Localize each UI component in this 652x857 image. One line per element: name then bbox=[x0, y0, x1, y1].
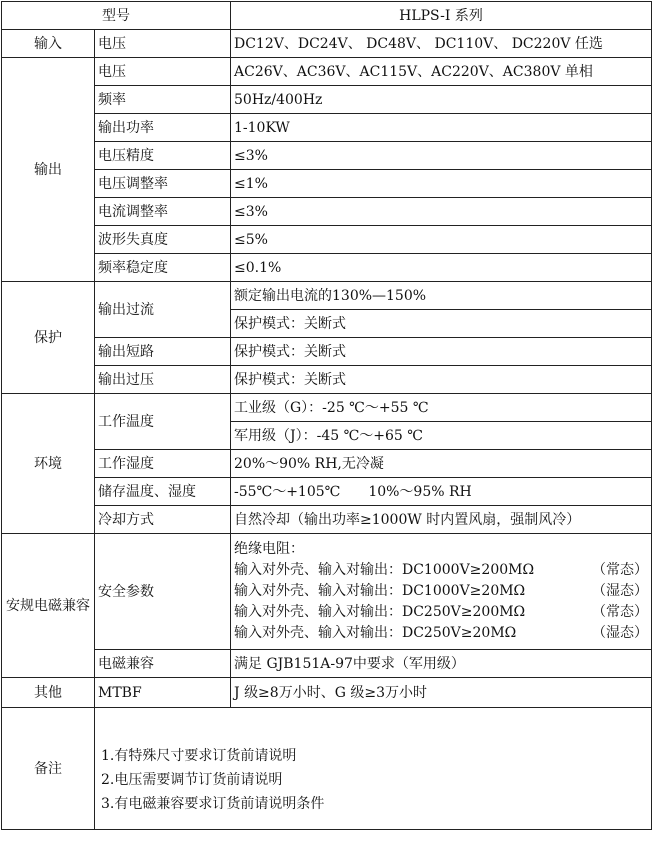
other-row bbox=[2, 678, 652, 708]
other-category: 其他 bbox=[2, 678, 95, 708]
param-value: ≤5% bbox=[231, 226, 652, 254]
output-row bbox=[2, 226, 652, 254]
safety-category: 安规电磁兼容 bbox=[2, 534, 95, 678]
environment-category: 环境 bbox=[2, 394, 95, 534]
param-value: 工业级（G）：-25 ℃～+55 ℃ bbox=[231, 394, 652, 422]
param-label: 电压 bbox=[95, 58, 231, 86]
param-label: 输出过压 bbox=[95, 366, 231, 394]
param-label: 电磁兼容 bbox=[95, 650, 231, 678]
spec-table bbox=[1, 1, 652, 830]
remarks-row bbox=[2, 708, 652, 830]
output-row bbox=[2, 142, 652, 170]
protection-row bbox=[2, 366, 652, 394]
insulation-state: （湿态） bbox=[592, 625, 648, 641]
insulation-line bbox=[234, 602, 648, 623]
series-name: HLPS-I 系列 bbox=[231, 2, 652, 30]
param-value: 保护模式：关断式 bbox=[231, 366, 652, 394]
param-label: 输出过流 bbox=[95, 282, 231, 338]
param-label: 输出功率 bbox=[95, 114, 231, 142]
insulation-block bbox=[231, 534, 652, 650]
output-row bbox=[2, 170, 652, 198]
param-value: ≤1% bbox=[231, 170, 652, 198]
output-row bbox=[2, 198, 652, 226]
param-value: DC12V、DC24V、 DC48V、 DC110V、 DC220V 任选 bbox=[231, 30, 652, 58]
remarks-category: 备注 bbox=[2, 708, 95, 830]
insulation-text: 输入对外壳、输入对输出：DC250V≥20MΩ bbox=[234, 625, 517, 641]
param-value: AC26V、AC36V、AC115V、AC220V、AC380V 单相 bbox=[231, 58, 652, 86]
remark-item: 3.有电磁兼容要求订货前请说明条件 bbox=[101, 795, 325, 812]
output-row bbox=[2, 58, 652, 86]
param-value: 满足 GJB151A-97中要求（军用级） bbox=[231, 650, 652, 678]
param-label: 波形失真度 bbox=[95, 226, 231, 254]
param-label: 电压 bbox=[95, 30, 231, 58]
param-value: ≤3% bbox=[231, 142, 652, 170]
param-label: 电压精度 bbox=[95, 142, 231, 170]
model-label: 型号 bbox=[2, 2, 231, 30]
insulation-text: 输入对外壳、输入对输出：DC1000V≥200MΩ bbox=[234, 562, 535, 578]
param-value: 额定输出电流的130%—150% bbox=[231, 282, 652, 310]
input-category: 输入 bbox=[2, 30, 95, 58]
safety-row bbox=[2, 534, 652, 650]
param-value: ≤0.1% bbox=[231, 254, 652, 282]
param-value: 20%～90% RH,无冷凝 bbox=[231, 450, 652, 478]
param-value: 保护模式：关断式 bbox=[231, 310, 652, 338]
param-label: 冷却方式 bbox=[95, 506, 231, 534]
param-label: 电压调整率 bbox=[95, 170, 231, 198]
param-value: 1-10KW bbox=[231, 114, 652, 142]
header-row bbox=[2, 2, 652, 30]
insulation-state: （常态） bbox=[592, 562, 648, 578]
environment-row bbox=[2, 394, 652, 422]
protection-category: 保护 bbox=[2, 282, 95, 394]
output-row bbox=[2, 114, 652, 142]
remark-item: 2.电压需要调节订货前请说明 bbox=[101, 771, 283, 788]
param-value: 自然冷却（输出功率≥1000W 时内置风扇，强制风冷） bbox=[231, 506, 652, 534]
insulation-heading: 绝缘电阻： bbox=[234, 541, 304, 557]
param-value: 军用级（J）：-45 ℃～+65 ℃ bbox=[231, 422, 652, 450]
param-label: 电流调整率 bbox=[95, 198, 231, 226]
safety-row bbox=[2, 650, 652, 678]
output-row bbox=[2, 86, 652, 114]
param-label: 工作温度 bbox=[95, 394, 231, 450]
environment-row bbox=[2, 506, 652, 534]
param-label: 输出短路 bbox=[95, 338, 231, 366]
param-value: -55℃～+105℃ 10%～95% RH bbox=[231, 478, 652, 506]
param-label: 安全参数 bbox=[95, 534, 231, 650]
insulation-state: （常态） bbox=[592, 604, 648, 620]
remarks-content bbox=[95, 708, 652, 830]
environment-row bbox=[2, 450, 652, 478]
param-value: ≤3% bbox=[231, 198, 652, 226]
output-category: 输出 bbox=[2, 58, 95, 282]
param-label: 频率稳定度 bbox=[95, 254, 231, 282]
param-label: 储存温度、湿度 bbox=[95, 478, 231, 506]
insulation-line bbox=[234, 623, 648, 644]
environment-row bbox=[2, 478, 652, 506]
param-value: 50Hz/400Hz bbox=[231, 86, 652, 114]
protection-row bbox=[2, 282, 652, 310]
insulation-line bbox=[234, 560, 648, 581]
param-label: 工作湿度 bbox=[95, 450, 231, 478]
insulation-text: 输入对外壳、输入对输出：DC250V≥200MΩ bbox=[234, 604, 526, 620]
param-value: 保护模式：关断式 bbox=[231, 338, 652, 366]
remark-item: 1.有特殊尺寸要求订货前请说明 bbox=[101, 747, 297, 764]
insulation-text: 输入对外壳、输入对输出：DC1000V≥20MΩ bbox=[234, 583, 526, 599]
output-row bbox=[2, 254, 652, 282]
insulation-line bbox=[234, 581, 648, 602]
insulation-state: （湿态） bbox=[592, 583, 648, 599]
input-row bbox=[2, 30, 652, 58]
param-label: MTBF bbox=[95, 678, 231, 708]
param-value: J 级≥8万小时、G 级≥3万小时 bbox=[231, 678, 652, 708]
param-label: 频率 bbox=[95, 86, 231, 114]
protection-row bbox=[2, 338, 652, 366]
